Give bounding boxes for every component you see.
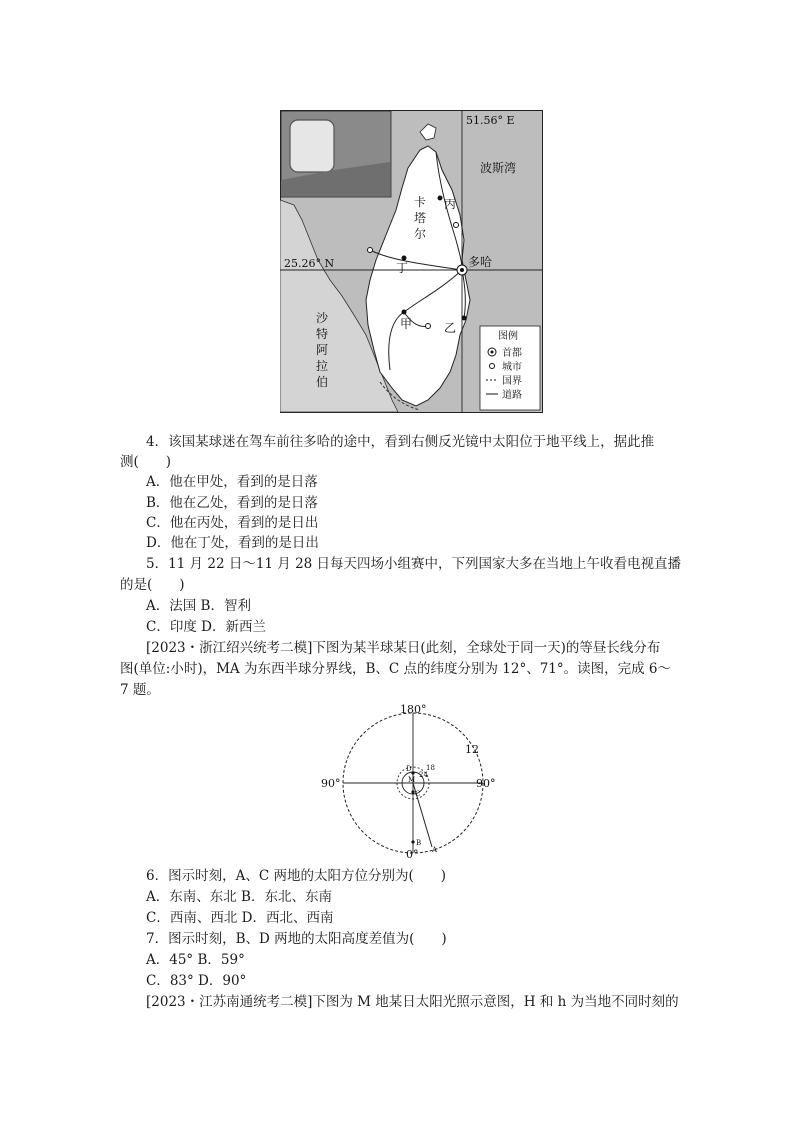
saudi-char-5: 伯 [316, 375, 329, 389]
q7-stem: 7．图示时刻，B、D 两地的太阳高度差值为( ) [146, 931, 447, 947]
qatar-char-3: 尔 [414, 227, 427, 241]
polar-point-b [411, 840, 414, 843]
capital-label: 多哈 [468, 255, 493, 269]
qatar-char-2: 塔 [414, 211, 427, 225]
q4-option-c: C．他在丙处，看到的是日出 [146, 515, 319, 531]
polar-label-a: A [432, 846, 438, 854]
saudi-char-1: 沙 [316, 311, 329, 325]
legend-title: 图例 [498, 331, 518, 342]
point-jia-label: 甲 [400, 317, 413, 331]
point-bing-label: 丙 [444, 197, 457, 211]
legend-capital: 首都 [502, 348, 522, 359]
polar-outer-value: 12 [465, 743, 479, 756]
day-length-polar-figure [320, 700, 510, 860]
point-yi-marker [462, 316, 467, 321]
point-ding-marker [402, 256, 407, 261]
polar-inner-value-2: 24 [419, 771, 428, 779]
qatar-map-figure [280, 110, 543, 413]
polar-label-d: D [406, 765, 412, 773]
q4-option-b: B．他在乙处，看到的是日落 [146, 495, 318, 511]
polar-point-d [411, 771, 414, 774]
q4-stem-line1: 4．该国某球迷在驾车前往多哈的途中，看到右侧反光镜中太阳位于地平线上，据此推 [146, 434, 655, 450]
legend-city: 城市 [502, 362, 522, 373]
legend-border: 国界 [502, 376, 522, 387]
gulf-label: 波斯湾 [480, 161, 517, 175]
q4-option-a: A．他在甲处，看到的是日落 [146, 474, 318, 490]
q5-stem-line2: 的是( ) [120, 577, 185, 593]
q5-options-line2: C．印度 D．新西兰 [146, 619, 266, 635]
point-jia-marker [402, 310, 407, 315]
q5-stem-line1: 5．11 月 22 日～11 月 28 日每天四场小组赛中，下列国家大多在当地上午收看电视直播 [146, 556, 682, 572]
q4-stem-line2: 测( ) [120, 454, 172, 470]
saudi-char-2: 特 [316, 327, 329, 341]
intro-next-line1: [2023・江苏南通统考二模]下图为 M 地某日太阳光照示意图，H 和 h 为当地不同时刻的 [146, 994, 679, 1010]
point-yi-label: 乙 [444, 321, 457, 335]
longitude-label: 51.56° E [466, 114, 515, 127]
latitude-label: 25.26° N [284, 257, 335, 270]
polar-label-b: B [416, 839, 422, 847]
polar-label-top: 180° [400, 703, 427, 716]
q7-options-line2: C．83° D．90° [146, 973, 247, 989]
legend-road: 道路 [502, 390, 522, 401]
point-ding-label: 丁 [396, 261, 409, 275]
intro67-line2: 图(单位:小时)，MA 为东西半球分界线，B、C 点的纬度分别为 12°、71°。读图，完成 6～ [120, 661, 672, 677]
polar-label-right: 90° [476, 777, 496, 790]
q5-options-line1: A．法国 B．智利 [146, 598, 251, 614]
q6-stem: 6．图示时刻，A、C 两地的太阳方位分别为( ) [146, 868, 446, 884]
intro67-line1: [2023・浙江绍兴统考二模]下图为某半球某日(此刻，全球处于同一天)的等昼长线分布 [146, 640, 661, 656]
q4-option-d: D．他在丁处，看到的是日出 [146, 535, 319, 551]
polar-label-m: M [408, 776, 416, 784]
intro67-line3: 7 题。 [120, 682, 160, 698]
saudi-char-3: 阿 [316, 343, 329, 357]
polar-label-left: 90° [321, 777, 341, 790]
qatar-char-1: 卡 [414, 195, 427, 209]
q6-options-line2: C．西南、西北 D．西北、西南 [146, 910, 334, 926]
map-legend [480, 326, 540, 410]
polar-label-c: C [415, 790, 421, 798]
polar-inner-value: 18 [426, 764, 435, 772]
saudi-char-4: 拉 [316, 359, 329, 373]
polar-label-bottom: 0° [406, 848, 419, 860]
q6-options-line1: A．东南、东北 B．东北、东南 [146, 889, 332, 905]
point-bing-marker [438, 196, 443, 201]
q7-options-line1: A．45° B．59° [146, 952, 245, 968]
